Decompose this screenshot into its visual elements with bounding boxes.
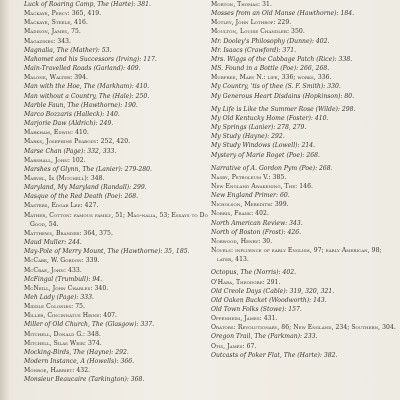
index-entry: Magazines: 343.: [24, 37, 72, 45]
index-entry: Mocking-Birds, The (Hayne): 292.: [24, 348, 129, 356]
index-entry: McNeill, John Charles: 340.: [24, 284, 109, 292]
index-entry: New England Awakening, The: 146.: [211, 182, 314, 190]
index-entry: Morton, Thomas: 31.: [211, 1, 272, 8]
index-entry: Oppenheim, James: 431.: [211, 315, 278, 323]
index-entry: O'Hara, Theodore: 291.: [211, 278, 281, 286]
index-entry: Masters, Edgar Lee: 427.: [24, 202, 99, 210]
index-entry: Marks, Josephine Peabody: 252, 420.: [24, 138, 131, 146]
index-entry: Outcasts of Poker Flat, The (Harte): 382.: [211, 351, 338, 359]
index-entry: My Old Kentucky Home (Foster): 410.: [211, 114, 329, 122]
index-entry: Norris, Frank: 402.: [211, 210, 269, 218]
index-entry: Magnalia, The (Mather): 53.: [24, 46, 112, 54]
index-entry: Mahomet and his Successors (Irving): 117.: [24, 55, 157, 63]
index-entry: New England Primer: 60.: [211, 192, 290, 200]
index-entry: North American Review: 343.: [211, 219, 303, 227]
index-entry: Marble Faun, The (Hawthorne): 190.: [24, 101, 138, 109]
index-column-right: [211, 0, 396, 360]
index-entry: Orators: Revolutionary, 86; New England, 234; Southern, 304.: [211, 324, 396, 332]
index-entry: My Study (Hayne): 292.: [211, 133, 285, 141]
index-entry: Mr. Isaacs (Crawford): 371.: [211, 46, 297, 54]
index-entry: McCrae, John: 433.: [24, 266, 82, 274]
index-entry: Motley, John Lothrop: 229.: [211, 19, 292, 27]
index-entry: My Life is Like the Summer Rose (Wilde): 298.: [211, 105, 356, 113]
index-entry: Nasby, Petroleum V.: 385.: [211, 173, 287, 181]
index-entry: Otis, James: 67.: [211, 342, 257, 350]
index-entry: My Springs (Lanier): 278, 279.: [211, 124, 307, 132]
index-entry: Old Town Folks (Stowe): 157.: [211, 306, 302, 313]
index-entry: Miller of Old Church, The (Glasgow): 337.: [24, 321, 155, 329]
index-entry: Marvel, Ik (Mitchell): 348.: [24, 174, 105, 182]
index-entry: May-Pole of Merry Mount, The (Hawthorne): 35, 185.: [24, 248, 190, 256]
index-entry: Marshall, John: 102.: [24, 156, 86, 164]
index-entry: Middle Colonies: 75.: [24, 303, 86, 311]
index-entry: Man with the Hoe, The (Markham): 410.: [24, 83, 150, 91]
index-entry: My Generous Heart Disdains (Hopkinson): 80.: [211, 92, 355, 100]
index-entry: My Country, 'tis of thee (S. F. Smith): 330.: [211, 83, 341, 91]
index-entry: Monsieur Beaucaire (Tarkington): 368.: [24, 376, 145, 384]
index-entry: Old Creole Days (Cable): 319, 320, 321.: [211, 287, 335, 295]
index-entry: Marco Bozzaris (Halleck): 140.: [24, 110, 120, 118]
index-entry: Luck of Roaring Camp, The (Harte): 381.: [24, 1, 151, 8]
index-entry: Old Oaken Bucket (Woodworth): 143.: [211, 296, 327, 304]
index-entry: Mrs. Wiggs of the Cabbage Patch (Rice): 338.: [211, 55, 353, 63]
index-entry: McCabe, W. Gordon: 339.: [24, 257, 100, 265]
index-entry: Octopus, The (Norris): 402.: [211, 269, 297, 277]
index-entry: Moulton, Louise Chandler: 350.: [211, 28, 305, 36]
index-entry: Marjorie Daw (Aldrich): 249.: [24, 120, 114, 128]
index-entry: Mackaye, Steele, 416.: [24, 19, 88, 27]
index-entry: My Study Windows (Lowell): 214.: [211, 142, 316, 150]
index-entry: Marse Chan (Page): 332, 333.: [24, 147, 117, 155]
index-entry: Madison, James, 75.: [24, 28, 81, 36]
index-entry: Mystery of Marie Roget (Poe): 268.: [211, 151, 320, 159]
index-entry: Murfree, Mary N.: life, 336; works, 336.: [211, 74, 332, 82]
index-entry: Man without a Country, The (Hale): 250.: [24, 92, 150, 100]
index-entry: Mosses from an Old Manse (Hawthorne): 184.: [211, 10, 355, 18]
index-entry: MS. Found in a Bottle (Poe): 266, 268.: [211, 65, 330, 73]
index-entry: Marshes of Glynn, The (Lanier): 279-280.: [24, 165, 152, 173]
binding-shadow: [0, 0, 10, 400]
index-entry: Mather, Cotton: famous family, 51; Mag-nalia, 53; Essays to Do Good, 54.: [24, 211, 208, 228]
index-entry: Oregon Trail, The (Parkman): 233.: [211, 333, 318, 341]
index-entry: Mackaye, Percy: 365, 419.: [24, 10, 102, 18]
index-entry: Mitchell, Silas Weir: 374.: [24, 339, 102, 347]
index-entry: Monroe, Harriet: 432.: [24, 367, 91, 375]
index-entry: Main-Travelled Roads (Garland): 409.: [24, 65, 141, 73]
index-entry: Mitchell, Donald G.: 348.: [24, 330, 101, 338]
index-entry: Masque of the Red Death (Poe): 268.: [24, 193, 139, 201]
index-entry: Matthews, Brander: 364, 375.: [24, 229, 113, 237]
index-entry: Maud Muller: 244.: [24, 239, 82, 247]
index-entry: Markham, Edwin: 410.: [24, 129, 89, 137]
index-entry: North of Boston (Frost): 426.: [211, 228, 302, 236]
index-entry: Narrative of A. Gordon Pym (Poe): 268.: [211, 164, 333, 172]
index-entry: Modern Instance, A (Howells): 366.: [24, 358, 135, 366]
index-entry: Meh Lady (Page): 333.: [24, 294, 94, 301]
index-entry: Miller, Cincinnatus Heine: 407.: [24, 312, 118, 320]
index-entry: Malone, Walter: 394.: [24, 74, 88, 82]
index-entry: Novels: influence of early English, 97; early American, 98; later, 413.: [211, 247, 382, 264]
index-entry: Norwood, Henry: 30.: [211, 237, 273, 245]
index-entry: Maryland, My Maryland (Randall): 299.: [24, 184, 147, 192]
index-entry: Nicholson, Meredith: 399.: [211, 201, 289, 209]
index-entry: Mr. Dooley's Philosophy (Dunne): 402.: [211, 37, 330, 45]
index-column-left: [24, 0, 214, 385]
index-entry: McFingal (Trumbull): 94.: [24, 275, 103, 283]
